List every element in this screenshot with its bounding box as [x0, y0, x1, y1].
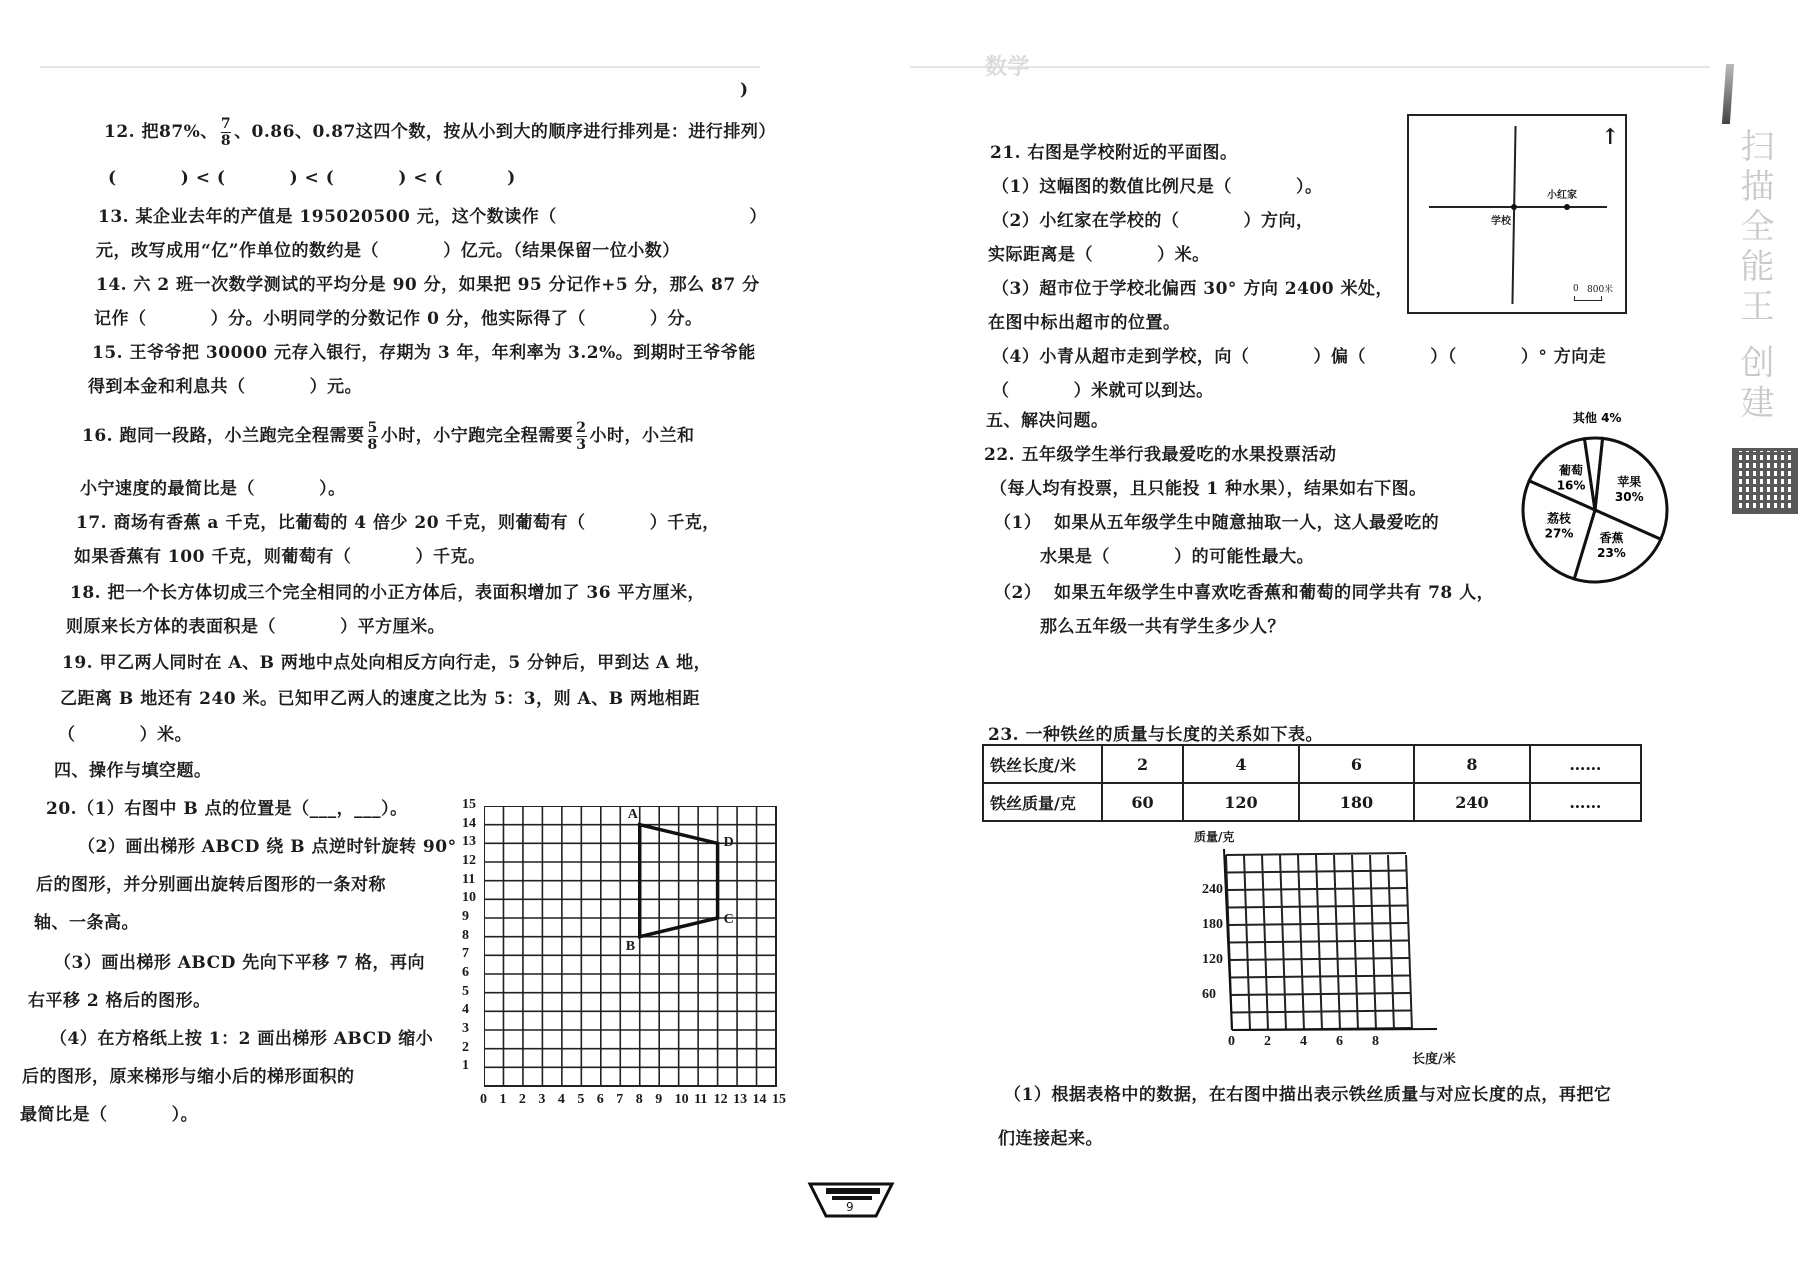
grid-y-tick: 5 — [462, 983, 469, 999]
grid-x-tick: 14 — [752, 1092, 767, 1107]
pie-label: 香蕉 23% — [1597, 531, 1626, 561]
scanner-watermark: 扫描全能王 创建 — [1734, 128, 1774, 425]
q13-line2: 元，改写成用“亿”作单位的数约是（ ）亿元。（结果保留一位小数） — [96, 241, 680, 261]
section-5-heading: 五、解决问题。 — [986, 411, 1109, 431]
header-title: 数学 — [985, 54, 1031, 80]
q21-l0: 21. 右图是学校附近的平面图。 — [990, 143, 1238, 163]
grid-y-tick: 10 — [462, 890, 476, 906]
grid-x-tick: 13 — [733, 1092, 748, 1107]
grid-x-tick: 2 — [518, 1092, 526, 1107]
home-label: 小红家 — [1547, 190, 1577, 201]
q20-l2: （2）画出梯形 ABCD 绕 B 点逆时针旋转 90° — [78, 837, 457, 857]
q20-l1: 20.（1）右图中 B 点的位置是（___，___）。 — [46, 799, 408, 819]
top-rule-left — [40, 66, 760, 68]
grid-x-tick: 10 — [674, 1092, 689, 1107]
map-vertical-road — [1511, 126, 1516, 304]
school-label: 学校 — [1491, 216, 1511, 227]
q20-l9: 最简比是（ ）。 — [20, 1105, 199, 1125]
scale-zero: 0 — [1573, 284, 1579, 294]
q18-line1: 18. 把一个长方体切成三个完全相同的小正方体后，表面积增加了 36 平方厘米， — [70, 583, 705, 603]
wire-table — [982, 744, 1642, 822]
grid-x-tick: 0 — [480, 1092, 487, 1107]
grid-x-tick: 7 — [616, 1092, 624, 1107]
point-label-b: B — [625, 938, 636, 954]
fraction-7-8: $\frac{7}{8}$ — [220, 116, 232, 149]
page-number-badge — [806, 1180, 896, 1220]
q22-l2: （1） 如果从五年级学生中随意抽取一人，这人最爱吃的 — [994, 513, 1440, 533]
scale-bar — [1574, 296, 1602, 301]
page-number: 9 — [846, 1200, 854, 1214]
grid-y-tick: 1 — [462, 1058, 469, 1074]
q20-l7: （4）在方格纸上按 1：2 画出梯形 ABCD 缩小 — [50, 1029, 434, 1049]
q18-line2: 则原来长方体的表面积是（ ）平方厘米。 — [66, 617, 446, 637]
pie-svg — [1510, 410, 1680, 590]
ml-x-tick: 0 — [1228, 1034, 1235, 1049]
q16-line2: 小宁速度的最简比是（ ）。 — [80, 479, 346, 499]
q15-line1: 15. 王爷爷把 30000 元存入银行，存期为 3 年，年利率为 3.2%。到期时王爷爷能 — [92, 343, 756, 363]
scanner-logo-bar — [1722, 64, 1734, 124]
map-horizontal-road — [1429, 206, 1607, 208]
school-map[interactable] — [1407, 114, 1627, 314]
q22-l3: 水果是（ ）的可能性最大。 — [1040, 547, 1315, 567]
q20-l5: （3）画出梯形 ABCD 先向下平移 7 格，再向 — [54, 953, 425, 973]
map-north-arrow-icon: ↑ — [1601, 124, 1620, 150]
q21-l4: （3）超市位于学校北偏西 30° 方向 2400 米处， — [992, 279, 1393, 299]
grid-y-tick: 8 — [462, 927, 469, 943]
q20-l8: 后的图形，原来梯形与缩小后的梯形面积的 — [22, 1067, 355, 1087]
q14-line2: 记作（ ）分。小明同学的分数记作 0 分，他实际得了（ ）分。 — [94, 309, 703, 329]
mass-length-svg — [1212, 845, 1442, 1045]
q13-line1: 13. 某企业去年的产值是 195020500 元，这个数读作（ ） — [98, 207, 767, 227]
q17-line1: 17. 商场有香蕉 a 千克，比葡萄的 4 倍少 20 千克，则葡萄有（ ）千克， — [76, 513, 720, 533]
q21-l6: （4）小青从超市走到学校，向（ ）偏（ ）（ ）° 方向走 — [992, 347, 1607, 367]
q17-line2: 如果香蕉有 100 千克，则葡萄有（ ）千克。 — [74, 547, 486, 567]
table-row-mass: 铁丝质量/克 60 120 180 240 …… — [983, 783, 1641, 821]
mass-length-grid[interactable] — [1212, 845, 1442, 1045]
ml-y-tick: 240 — [1202, 882, 1223, 897]
grid-y-tick: 12 — [462, 853, 476, 868]
grid-x-tick: 4 — [557, 1092, 565, 1107]
q14-line1: 14. 六 2 班一次数学测试的平均分是 90 分，如果把 95 分记作+5 分，那么 87 分 — [96, 275, 760, 295]
grid-x-tick: 8 — [635, 1092, 643, 1107]
grid-x-tick: 15 — [772, 1092, 786, 1107]
pie-label: 苹果 30% — [1614, 475, 1644, 505]
q23-l0: 23. 一种铁丝的质量与长度的关系如下表。 — [988, 725, 1323, 745]
grid-x-tick: 1 — [499, 1092, 507, 1107]
pie-label: 其他 4% — [1572, 411, 1622, 426]
q12-answer-line: ( ) < ( ) < ( ) < ( ) — [108, 168, 516, 188]
q19-line1: 19. 甲乙两人同时在 A、B 两地中点处向相反方向行走，5 分钟后，甲到达 A 地， — [62, 653, 712, 673]
grid-x-tick: 6 — [596, 1092, 604, 1107]
scale-label: 800米 — [1587, 285, 1614, 295]
school-point — [1511, 204, 1517, 210]
q15-line2: 得到本金和利息共（ ）元。 — [88, 377, 363, 397]
fraction-5-8: $\frac{5}{8}$ — [367, 420, 378, 453]
point-label-c: C — [723, 912, 734, 927]
q21-l2: （2）小红家在学校的（ ）方向， — [992, 211, 1314, 231]
y-axis-label: 质量/克 — [1194, 830, 1235, 844]
grid-x-tick: 9 — [655, 1092, 663, 1107]
grid-y-tick: 11 — [462, 871, 476, 887]
fruit-pie-chart[interactable] — [1510, 410, 1680, 590]
qr-code-icon[interactable] — [1732, 448, 1798, 514]
q21-l5: 在图中标出超市的位置。 — [988, 313, 1181, 333]
q23-l1: （1）根据表格中的数据，在右图中描出表示铁丝质量与对应长度的点，再把它 — [1004, 1085, 1612, 1105]
grid-x-tick: 12 — [713, 1092, 728, 1107]
ml-x-tick: 4 — [1300, 1034, 1307, 1049]
q19-line2: 乙距离 B 地还有 240 米。已知甲乙两人的速度之比为 5：3，则 A、B 两地相距 — [60, 689, 700, 709]
ml-y-tick: 60 — [1202, 987, 1216, 1002]
q21-l1: （1）这幅图的数值比例尺是（ ）。 — [992, 177, 1323, 197]
ml-x-tick: 8 — [1372, 1034, 1379, 1049]
q22-l1: （每人均有投票，且只能投 1 种水果），结果如右下图。 — [990, 479, 1427, 499]
q16-line1: 16. 跑同一段路，小兰跑完全程需要 $\frac{5}{8}$ 小时，小宁跑完全程需要 $\frac{2}{3}$ 小时，小兰和 — [82, 420, 695, 453]
grid-x-tick: 3 — [538, 1092, 546, 1107]
grid-y-tick: 3 — [462, 1021, 469, 1036]
grid-y-tick: 4 — [462, 1002, 469, 1018]
q23-l2: 们连接起来。 — [998, 1129, 1103, 1149]
q12-line1: 12. 把87%、 $\frac{7}{8}$ 、0.86、0.87这四个数，按从小到大的顺序进行排列是：进行排列） — [104, 116, 776, 149]
fraction-2-3: $\frac{2}{3}$ — [576, 420, 587, 453]
table-row-length: 铁丝长度/米 2 4 6 8 …… — [983, 745, 1641, 783]
q19-line3: （ ）米。 — [58, 725, 193, 745]
section-4-heading: 四、操作与填空题。 — [54, 761, 212, 781]
x-axis-label: 长度/米 — [1412, 1052, 1456, 1067]
q20-l4: 轴、一条高。 — [34, 913, 139, 933]
grid-x-tick: 5 — [577, 1092, 585, 1107]
q20-l6: 右平移 2 格后的图形。 — [28, 991, 211, 1011]
point-label-d: D — [723, 835, 734, 851]
grid-y-tick: 6 — [462, 965, 469, 980]
q21-l3: 实际距离是（ ）米。 — [988, 245, 1210, 265]
coordinate-grid[interactable] — [484, 806, 790, 1090]
grid-y-tick: 15 — [462, 797, 476, 812]
pie-label: 葡萄 16% — [1556, 463, 1586, 493]
q22-l5: 那么五年级一共有学生多少人？ — [1040, 617, 1285, 637]
ml-y-tick: 180 — [1202, 917, 1223, 932]
ml-x-tick: 2 — [1264, 1034, 1271, 1049]
grid-y-tick: 2 — [462, 1039, 469, 1055]
home-point — [1564, 204, 1570, 210]
grid-y-tick: 7 — [462, 946, 469, 962]
grid-y-tick: 14 — [462, 815, 476, 831]
grid-y-tick: 9 — [462, 909, 469, 924]
q22-l0: 22. 五年级学生举行我最爱吃的水果投票活动 — [984, 445, 1337, 465]
q22-l4: （2） 如果五年级学生中喜欢吃香蕉和葡萄的同学共有 78 人， — [994, 583, 1495, 603]
grid-x-tick: 11 — [694, 1092, 708, 1107]
grid-svg — [484, 806, 790, 1090]
stray-paren: ) — [740, 80, 749, 100]
pie-label: 荔枝 27% — [1544, 511, 1574, 541]
ml-x-tick: 6 — [1336, 1034, 1343, 1049]
grid-y-tick: 13 — [462, 834, 476, 850]
q20-l3: 后的图形，并分别画出旋转后图形的一条对称 — [36, 875, 386, 895]
q21-l7: （ ）米就可以到达。 — [992, 381, 1214, 401]
ml-y-tick: 120 — [1202, 952, 1223, 967]
point-label-a: A — [627, 806, 638, 822]
